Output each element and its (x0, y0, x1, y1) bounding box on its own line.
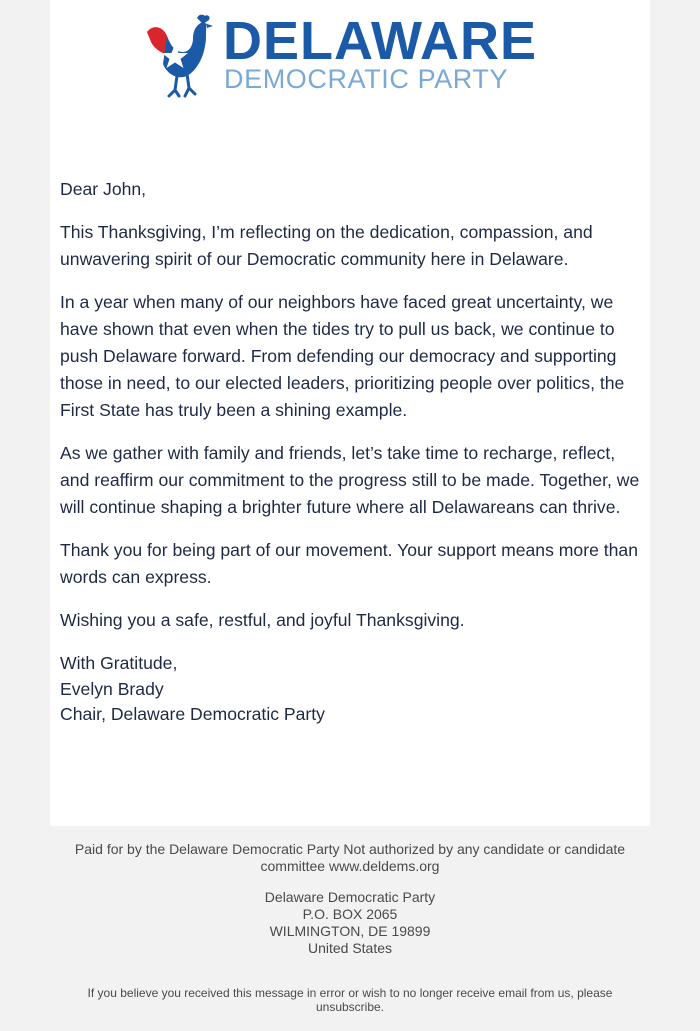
mailing-address (60, 889, 640, 957)
email-card (50, 0, 650, 826)
letter-body (60, 176, 640, 727)
signer-title: Chair, Delaware Democratic Party (60, 704, 325, 724)
address-line2: WILMINGTON, DE 19899 (269, 923, 431, 939)
closing: With Gratitude, (60, 653, 178, 673)
paragraph: In a year when many of our neighbors have faced great uncertainty, we have shown that even when the tides try to pull us back, we continue to push Delaware forward. From defending our democracy and supporting those in need, to our elected leaders, prioritizing people over politics, the First State has truly been a shining example. (60, 292, 625, 420)
rooster-star-icon (145, 12, 213, 98)
paid-for-disclaimer: Paid for by the Delaware Democratic Party Not authorized by any candidate or candidate committee www.deldems.org (74, 841, 626, 874)
address-org: Delaware Democratic Party (264, 889, 436, 905)
signer-name: Evelyn Brady (60, 679, 164, 699)
address-line1: P.O. BOX 2065 (302, 906, 398, 922)
unsubscribe-notice[interactable]: If you believe you received this message in error or wish to no longer receive email from us, please unsubscribe. (87, 986, 613, 1014)
paragraph: Thank you for being part of our movement. Your support means more than words can express. (60, 540, 638, 587)
logo-wordmark-primary: DELAWARE (223, 11, 538, 71)
salutation: Dear John, (60, 179, 147, 199)
address-country: United States (307, 940, 393, 956)
paragraph: This Thanksgiving, I’m reflecting on the dedication, compassion, and unwavering spirit of our Democratic community here in Delaware. (60, 222, 593, 269)
paragraph: As we gather with family and friends, let’s take time to recharge, reflect, and reaffirm our commitment to the progress still to be made. Together, we will continue shaping a brighter future where all Delawareans can thrive. (60, 443, 640, 517)
logo-wordmark-secondary: DEMOCRATIC PARTY (224, 64, 509, 94)
signature-block (60, 650, 640, 727)
party-logo[interactable] (145, 12, 565, 100)
paragraph: Wishing you a safe, restful, and joyful Thanksgiving. (60, 610, 465, 630)
